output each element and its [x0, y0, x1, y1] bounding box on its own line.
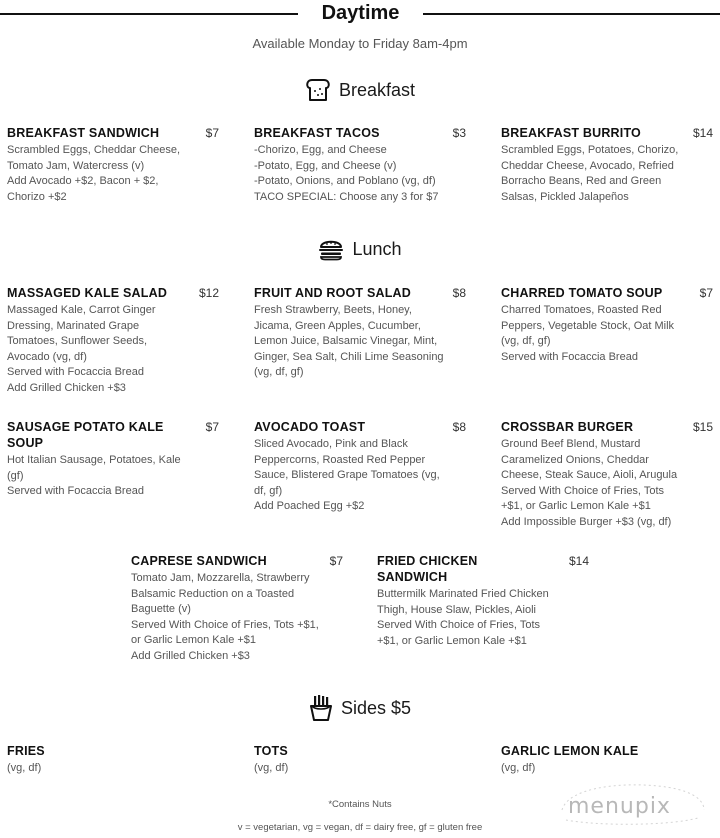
item-name: FRIED CHICKEN SANDWICH [377, 554, 478, 584]
item-desc-line: Cheddar Cheese, Avocado, Refried [501, 159, 674, 172]
item-desc-line: +$1, or Garlic Lemon Kale +$1 [377, 634, 527, 647]
section-header-sides [0, 692, 720, 724]
header-rule-left [0, 13, 298, 15]
burger-icon [318, 237, 344, 261]
menu-item-fried-chicken-sandwich [377, 553, 589, 649]
item-price: $7 [205, 126, 219, 140]
menu-item-fruit-and-root-salad [254, 285, 466, 381]
toast-icon [305, 77, 331, 103]
section-title-sides: Sides $5 [340, 697, 412, 718]
section-header-lunch [0, 233, 720, 265]
item-price: $7 [205, 420, 219, 434]
item-desc-line: Scrambled Eggs, Potatoes, Chorizo, [501, 144, 679, 156]
item-desc-line: Charred Tomatoes, Roasted Red [501, 304, 662, 316]
section-header-breakfast [0, 74, 720, 106]
item-desc-line: (vg, df, gf) [254, 366, 304, 379]
fries-icon [309, 694, 333, 722]
item-desc-line: Peppercorns, Roasted Red Pepper [254, 453, 426, 466]
item-price: $8 [452, 420, 466, 434]
item-desc-line: Sauce, Blistered Grape Tomatoes (vg, [254, 469, 440, 482]
header-rule-right [423, 13, 720, 15]
item-desc-line: Caramelized Onions, Cheddar [501, 453, 649, 466]
item-desc-line: +$1, or Garlic Lemon Kale +$1 [501, 500, 651, 513]
item-desc-line: Cheese, Steak Sauce, Aioli, Arugula [501, 469, 678, 482]
item-desc-line: Served With Choice of Fries, Tots [377, 619, 541, 632]
item-name: SAUSAGE POTATO KALE SOUP [7, 420, 164, 450]
item-desc-line: Hot Italian Sausage, Potatoes, Kale [7, 454, 181, 466]
item-price: $14 [568, 554, 589, 568]
item-desc-line: Massaged Kale, Carrot Ginger [7, 304, 156, 316]
diet-legend: v = vegetarian, vg = vegan, df = dairy free, gf = gluten free [237, 822, 483, 833]
menu-item-charred-tomato-soup [501, 285, 713, 365]
item-desc-line: (vg, df) [501, 762, 536, 774]
item-name: CHARRED TOMATO SOUP [501, 286, 663, 300]
item-name: TOTS [254, 744, 288, 758]
item-desc-line: (gf) [7, 469, 24, 482]
item-name: MASSAGED KALE SALAD [7, 286, 168, 300]
item-price: $15 [692, 420, 713, 434]
menu-item-fries [7, 743, 219, 777]
item-name: FRUIT AND ROOT SALAD [254, 286, 411, 300]
menu-item-crossbar-burger [501, 419, 713, 531]
item-desc-line: df, gf) [254, 484, 283, 497]
menu-item-avocado-toast [254, 419, 466, 515]
item-desc-line: Scrambled Eggs, Cheddar Cheese, [7, 144, 181, 156]
item-desc-line: -Potato, Egg, and Cheese (v) [254, 159, 397, 172]
item-desc-line: Served with Focaccia Bread [7, 366, 144, 379]
menu-item-breakfast-burrito [501, 125, 713, 205]
item-desc-line: Lemon Juice, Balsamic Vinegar, Mint, [254, 335, 438, 348]
item-desc-line: Fresh Strawberry, Beets, Honey, [254, 304, 412, 316]
item-name: AVOCADO TOAST [254, 420, 366, 434]
item-desc-line: Add Avocado +$2, Bacon + $2, [7, 175, 159, 188]
item-desc-line: Tomatoes, Sunflower Seeds, [7, 335, 148, 348]
item-desc-line: Sliced Avocado, Pink and Black [254, 438, 408, 450]
nuts-note: *Contains Nuts [328, 799, 392, 810]
item-price: $7 [699, 286, 713, 300]
item-desc-line: -Chorizo, Egg, and Cheese [254, 144, 387, 156]
menu-item-breakfast-tacos [254, 125, 466, 205]
item-desc-line: Salsas, Pickled Jalapeños [501, 190, 629, 203]
item-price: $14 [692, 126, 713, 140]
item-name: BREAKFAST BURRITO [501, 126, 641, 140]
item-name: CROSSBAR BURGER [501, 420, 634, 434]
item-price: $8 [452, 286, 466, 300]
item-desc-line: Chorizo +$2 [7, 190, 67, 203]
menu-item-caprese-sandwich [131, 553, 343, 665]
item-price: $3 [452, 126, 466, 140]
item-desc-line: or Garlic Lemon Kale +$1 [131, 634, 257, 647]
item-desc-line: Add Impossible Burger +$3 (vg, df) [501, 515, 672, 528]
item-desc-line: Add Grilled Chicken +$3 [131, 649, 250, 662]
item-desc-line: Tomato Jam, Watercress (v) [7, 159, 145, 172]
item-name: GARLIC LEMON KALE [501, 744, 639, 758]
item-desc-line: Served With Choice of Fries, Tots [501, 484, 665, 497]
menu-item-sausage-potato-kale-soup [7, 419, 219, 500]
menu-item-breakfast-sandwich [7, 125, 219, 205]
page-header [0, 2, 720, 28]
item-desc-line: Add Grilled Chicken +$3 [7, 381, 126, 394]
menu-item-garlic-lemon-kale [501, 743, 713, 777]
item-desc-line: -Potato, Onions, and Poblano (vg, df) [254, 175, 436, 188]
item-desc-line: Served with Focaccia Bread [501, 350, 638, 363]
item-desc-line: TACO SPECIAL: Choose any 3 for $7 [254, 190, 439, 203]
item-desc-line: Baguette (v) [131, 603, 191, 616]
item-desc-line: Ground Beef Blend, Mustard [501, 438, 641, 450]
section-title-lunch: Lunch [352, 238, 402, 259]
menu-item-massaged-kale-salad [7, 285, 219, 397]
item-desc-line: Served with Focaccia Bread [7, 485, 144, 498]
page-title: Daytime [321, 2, 400, 24]
watermark [558, 780, 708, 828]
item-desc-line: Jicama, Green Apples, Cucumber, [254, 319, 421, 332]
item-desc-line: Tomato Jam, Mozzarella, Strawberry [131, 572, 310, 584]
item-desc-line: Buttermilk Marinated Fried Chicken [377, 588, 549, 600]
menu-item-tots [254, 743, 466, 777]
item-desc-line: (vg, df) [7, 762, 42, 774]
item-desc-line: Add Poached Egg +$2 [254, 500, 365, 513]
item-desc-line: Served With Choice of Fries, Tots +$1, [131, 618, 319, 631]
item-name: BREAKFAST TACOS [254, 126, 380, 140]
item-name: BREAKFAST SANDWICH [7, 126, 160, 140]
item-price: $7 [329, 554, 343, 568]
section-title-breakfast: Breakfast [338, 79, 416, 100]
item-desc-line: Avocado (vg, df) [7, 350, 87, 363]
item-desc-line: Balsamic Reduction on a Toasted [131, 587, 295, 600]
item-desc-line: Dressing, Marinated Grape [7, 319, 140, 332]
item-price: $12 [198, 286, 219, 300]
item-desc-line: Thigh, House Slaw, Pickles, Aioli [377, 603, 536, 616]
item-name: FRIES [7, 744, 45, 758]
item-desc-line: (vg, df, gf) [501, 335, 551, 348]
page-subtitle: Available Monday to Friday 8am-4pm [252, 36, 468, 51]
item-desc-line: Ginger, Sea Salt, Chili Lime Seasoning [254, 350, 444, 363]
item-desc-line: Borracho Beans, Red and Green [501, 175, 662, 188]
item-desc-line: Peppers, Vegetable Stock, Oat Milk [501, 319, 675, 332]
item-desc-line: (vg, df) [254, 762, 289, 774]
watermark-text: menupix [568, 794, 671, 819]
item-name: CAPRESE SANDWICH [131, 554, 267, 568]
